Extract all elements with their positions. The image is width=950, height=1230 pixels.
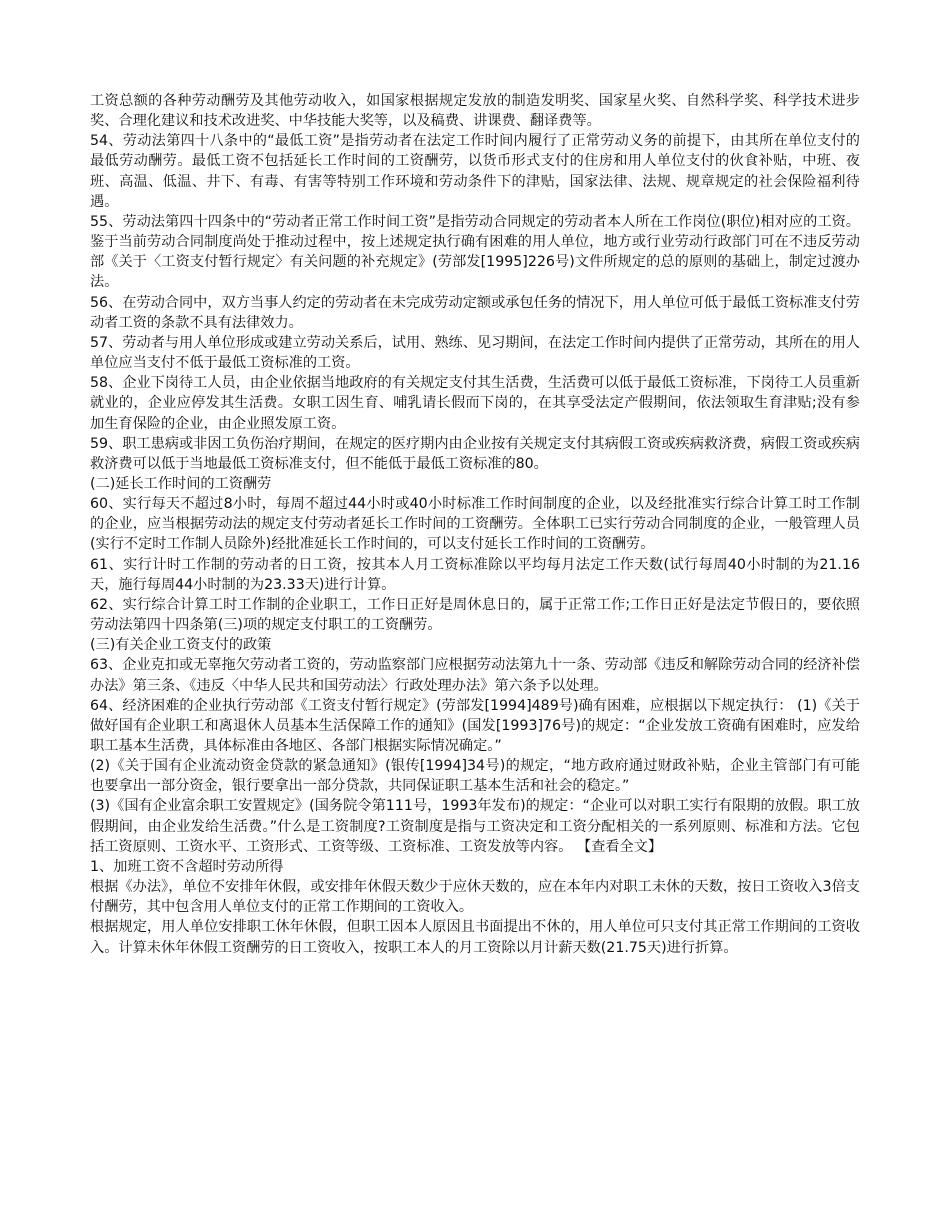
paragraph-59: 59、职工患病或非因工负伤治疗期间，在规定的医疗期内由企业按有关规定支付其病假工资或疾病救济费，病假工资或疾病救济费可以低于当地最低工资标准支付，但不能低于最低工资标准的80。 bbox=[90, 435, 860, 472]
section-heading-wage-payment-policy: (三)有关企业工资支付的政策 bbox=[90, 637, 272, 654]
paragraph-58: 58、企业下岗待工人员，由企业依据当地政府的有关规定支付其生活费，生活费可以低于最低工资标准，下岗待工人员重新就业的，企业应停发其生活费。女职工因生育、哺乳请长假而下岗的，在其享受法定产假期间，依法领取生育津贴;没有参加生育保险的企业，由企业照发原工资。 bbox=[90, 375, 860, 432]
paragraph-55: 55、劳动法第四十四条中的“劳动者正常工作时间工资”是指劳动合同规定的劳动者本人所在工作岗位(职位)相对应的工资。鉴于当前劳动合同制度尚处于推动过程中，按上述规定执行确有困难的用人单位，地方或行业劳动行政部门可在不违反劳动部《关于〈工资支付暂行规定〉有关问题的补充规定》(劳部发[1995]226号)文件所规定的总的原则的基础上，制定过渡办法。 bbox=[90, 213, 860, 291]
paragraph-63: 63、企业克扣或无辜拖欠劳动者工资的，劳动监察部门应根据劳动法第九十一条、劳动部《违反和解除劳动合同的经济补偿办法》第三条、《违反〈中华人民共和国劳动法〉行政处理办法》第六条予以处理。 bbox=[90, 657, 860, 694]
paragraph-56: 56、在劳动合同中，双方当事人约定的劳动者在未完成劳动定额或承包任务的情况下，用人单位可低于最低工资标准支付劳动者工资的条款不具有法律效力。 bbox=[90, 294, 860, 331]
paragraph-64-item-2: (2)《关于国有企业流动资金贷款的紧急通知》(银传[1994]34号)的规定，“地方政府通过财政补贴，企业主管部门有可能也要拿出一部分资金，银行要拿出一部分贷款，共同保证职工基本生活和社会的稳定。” bbox=[90, 758, 860, 795]
paragraph-annual-leave-pay: 根据《办法》，单位不安排年休假，或安排年休假天数少于应休天数的，应在本年内对职工未休的天数，按日工资收入3倍支付酬劳，其中包含用人单位支付的正常工作期间的工资收入。 bbox=[90, 879, 860, 916]
heading-overtime-excludes-excess-labor: 1、加班工资不含超时劳动所得 bbox=[90, 858, 284, 875]
paragraph-57: 57、劳动者与用人单位形成或建立劳动关系后，试用、熟练、见习期间，在法定工作时间内提供了正常劳动，其所在的用人单位应当支付不低于最低工资标准的工资。 bbox=[90, 334, 860, 372]
paragraph-64-item-3: (3)《国有企业富余职工安置规定》(国务院令第111号，1993年发布)的规定：“企业可以对职工实行有限期的放假。职工放假期间，由企业发给生活费。”什么是工资制度?工资制度是指与工资决定和工资分配相关的一系列原则、标准和方法。它包括工资原则、工资水平、工资形式、工资等级、工资标准、工资发放等内容。 【查看全文】 bbox=[90, 798, 860, 855]
document-body bbox=[90, 91, 860, 958]
paragraph-54: 54、劳动法第四十八条中的“最低工资”是指劳动者在法定工作时间内履行了正常劳动义务的前提下，由其所在单位支付的最低劳动酬劳。最低工资不包括延长工作时间的工资酬劳，以货币形式支付的住房和用人单位支付的伙食补贴，中班、夜班、高温、低温、井下、有毒、有害等特别工作环境和劳动条件下的津贴，国家法律、法规、规章规定的社会保险福利待遇。 bbox=[90, 133, 860, 210]
paragraph-64: 64、经济困难的企业执行劳动部《工资支付暂行规定》(劳部发[1994]489号)确有困难，应根据以下规定执行： (1)《关于做好国有企业职工和离退休人员基本生活保障工作的通知》(国发[1993]76号)的规定：“企业发放工资确有困难时，应发给职工基本生活费，具体标准由各地区、各部门根据实际情况确定。” bbox=[90, 697, 860, 754]
paragraph-leave-waiver-pay: 根据规定，用人单位安排职工休年休假，但职工因本人原因且书面提出不休的，用人单位可只支付其正常工作期间的工资收入。计算未休年休假工资酬劳的日工资收入，按职工本人的月工资除以月计薪天数(21.75天)进行折算。 bbox=[90, 919, 860, 956]
paragraph-61: 61、实行计时工作制的劳动者的日工资，按其本人月工资标准除以平均每月法定工作天数(试行每周40小时制的为21.16天，施行每周44小时制的为23.33天)进行计算。 bbox=[90, 556, 860, 593]
section-heading-overtime-pay: (二)延长工作时间的工资酬劳 bbox=[90, 475, 272, 492]
paragraph-62: 62、实行综合计算工时工作制的企业职工，工作日正好是周休息日的，属于正常工作;工作日正好是法定节假日的，要依照劳动法第四十四条第(三)项的规定支付职工的工资酬劳。 bbox=[90, 596, 860, 634]
paragraph-wage-total-continuation: 工资总额的各种劳动酬劳及其他劳动收入，如国家根据规定发放的制造发明奖、国家星火奖、自然科学奖、科学技术进步奖、合理化建议和技术改进奖、中华技能大奖等，以及稿费、讲课费、翻译费等。 bbox=[90, 93, 860, 130]
paragraph-60: 60、实行每天不超过8小时，每周不超过44小时或40小时标准工作时间制度的企业，以及经批准实行综合计算工时工作制的企业，应当根据劳动法的规定支付劳动者延长工作时间的工资酬劳。全体职工已实行劳动合同制度的企业，一般管理人员(实行不定时工作制人员除外)经批准延长工作时间的，可以支付延长工作时间的工资酬劳。 bbox=[90, 496, 860, 553]
